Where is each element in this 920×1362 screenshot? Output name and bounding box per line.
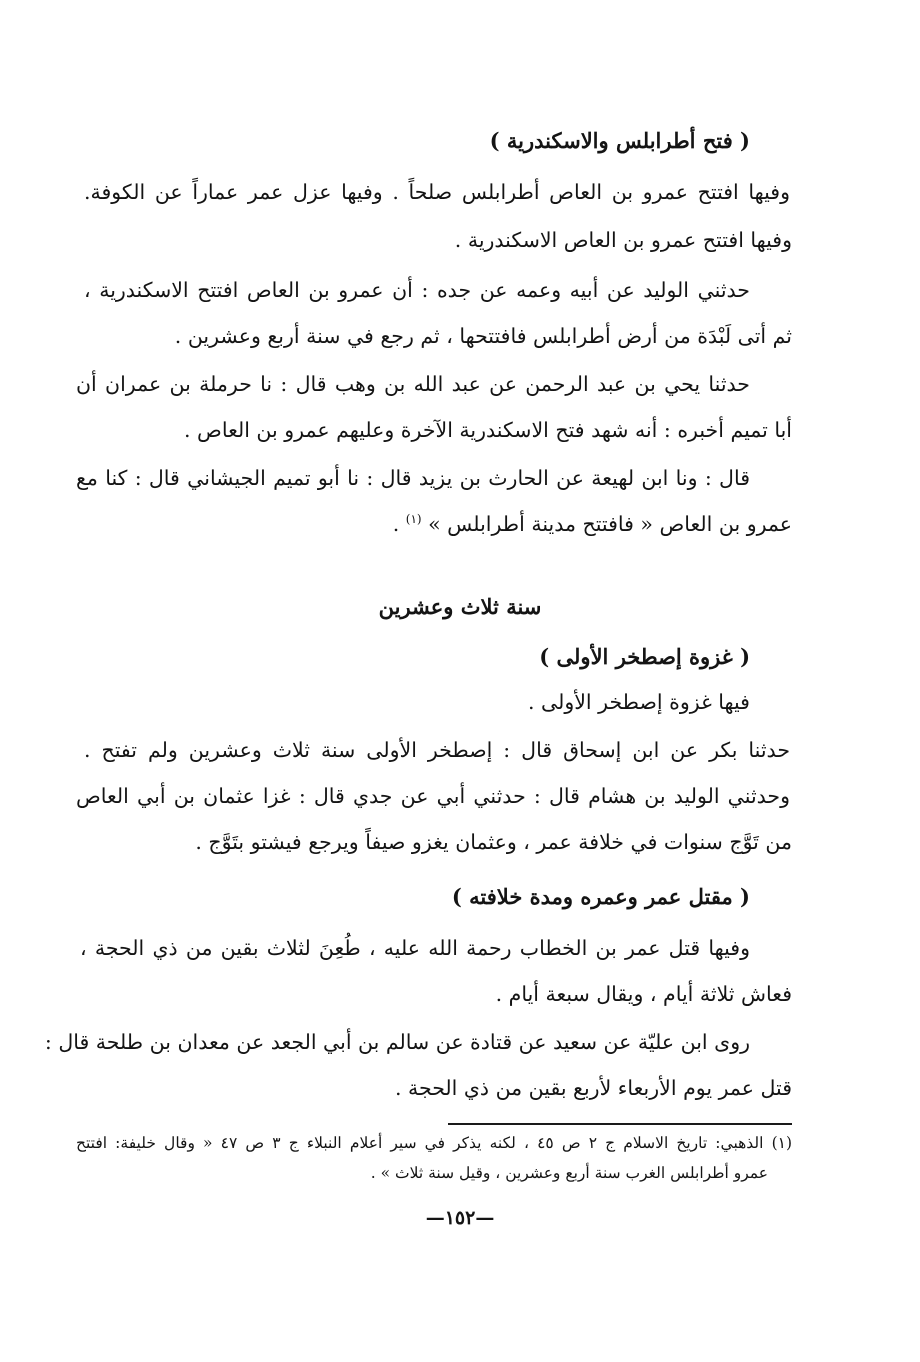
text-line: وفيها افتتح عمرو بن العاص الاسكندرية . — [454, 228, 792, 252]
text-line: فيها غزوة إصطخر الأولى . — [527, 690, 750, 714]
year-heading: سنة ثلاث وعشرين — [378, 594, 542, 619]
text-line: أبا تميم أخبره : أنه شهد فتح الاسكندرية الآخرة وعليهم عمرو بن العاص . — [184, 418, 792, 442]
footnote-line: عمرو أطرابلس الغرب سنة أربع وعشرين ، وقيل سنة ثلاث » . — [370, 1164, 768, 1182]
footnote-line: (١) الذهبي: تاريخ الاسلام ج ٢ ص ٤٥ ، لكنه يذكر في سير أعلام النبلاء ج ٣ ص ٤٧ « وقال خليفة: افتتح — [76, 1134, 793, 1152]
text-line: ثم أتى لَبْدَة من أرض أطرابلس فافتتحها ، ثم رجع في سنة أربع وعشرين . — [174, 324, 792, 348]
section-heading-umar-death: ( مقتل عمر وعمره ومدة خلافته ) — [451, 884, 750, 909]
text-line: وحدثني الوليد بن هشام قال : حدثني أبي عن جدي قال : غزا عثمان بن أبي العاص — [76, 784, 790, 808]
text-line: من تَوَّج سنوات في خلافة عمر ، وعثمان يغزو صيفاً ويرجع فيشتو بتَوَّج . — [195, 830, 792, 854]
page-number: —١٥٢— — [425, 1207, 495, 1229]
footnote-reference: (١) — [405, 512, 422, 527]
text-line: وفيها قتل عمر بن الخطاب رحمة الله عليه ، طُعِنَ لثلاث بقين من ذي الحجة ، — [80, 936, 750, 960]
text-line: حدثنا بكر عن ابن إسحاق قال : إصطخر الأولى سنة ثلاث وعشرين ولم تفتح . — [84, 738, 790, 762]
text-line-content: عمرو بن العاص « فافتتح مدينة أطرابلس » — [428, 512, 792, 536]
text-line: حدثني الوليد عن أبيه وعمه عن جده : أن عمرو بن العاص افتتح الاسكندرية ، — [84, 278, 750, 302]
text-line: قتل عمر يوم الأربعاء لأربع بقين من ذي الحجة . — [394, 1076, 792, 1100]
text-line: قال : ونا ابن لهيعة عن الحارث بن يزيد قال : نا أبو تميم الجيشاني قال : كنا مع — [76, 466, 750, 490]
text-line: فعاش ثلاثة أيام ، ويقال سبعة أيام . — [495, 982, 792, 1006]
text-line: وفيها افتتح عمرو بن العاص أطرابلس صلحاً . وفيها عزل عمر عماراً عن الكوفة. — [84, 180, 790, 204]
text-line: روى ابن عليّة عن سعيد عن قتادة عن سالم بن أبي الجعد عن معدان بن طلحة قال : — [44, 1030, 750, 1054]
section-heading-tripoli-alexandria: ( فتح أطرابلس والاسكندرية ) — [489, 128, 750, 153]
text-line: حدثنا يحي بن عبد الرحمن عن عبد الله بن وهب قال : نا حرملة بن عمران أن — [76, 372, 750, 396]
section-heading-istakhr: ( غزوة إصطخر الأولى ) — [539, 644, 750, 669]
footnote-divider — [448, 1123, 792, 1125]
text-line: عمرو بن العاص « فافتتح مدينة أطرابلس » $^{(١)}$ . — [392, 512, 792, 536]
